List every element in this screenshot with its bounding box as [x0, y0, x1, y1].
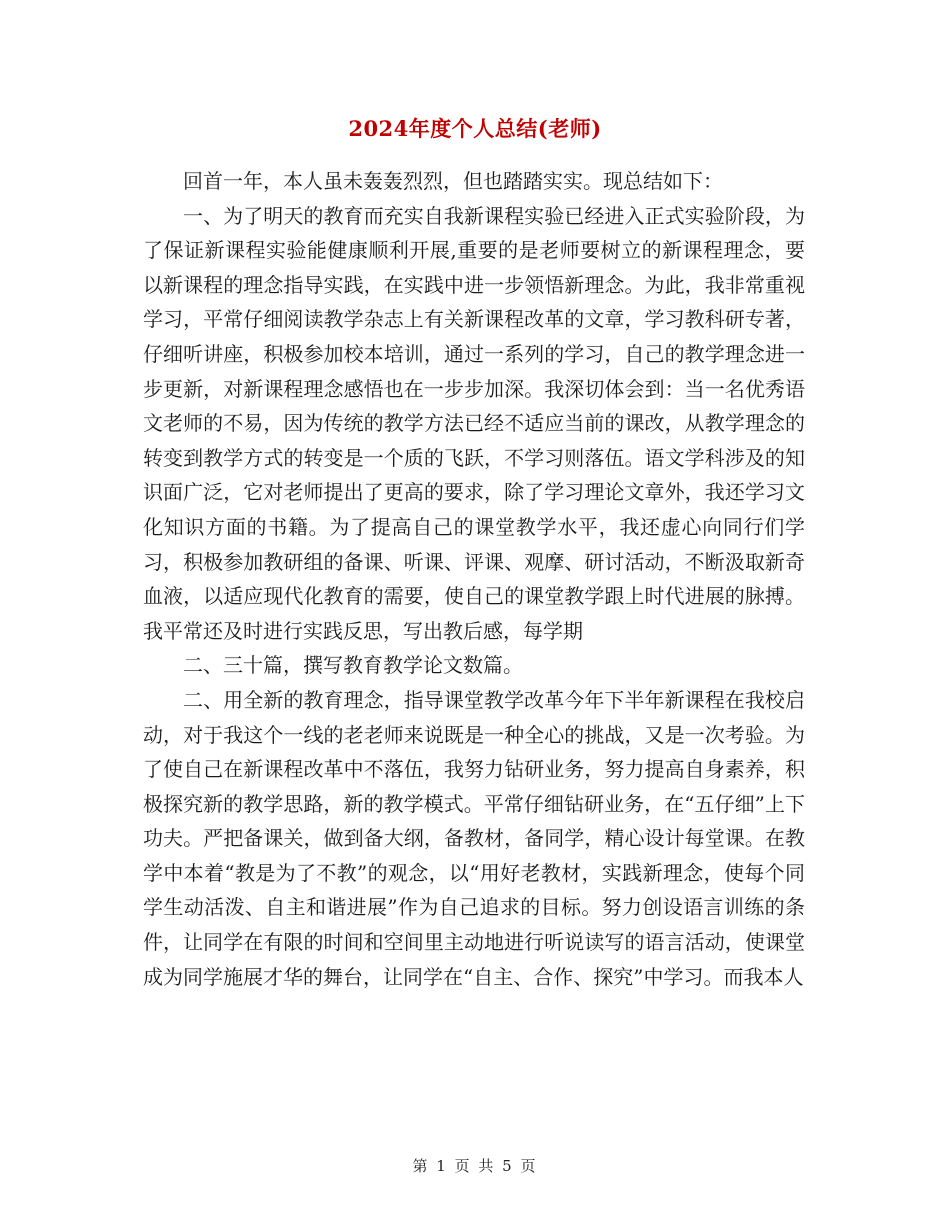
paragraph-section-2: 二、用全新的教育理念，指导课堂教学改革今年下半年新课程在我校启动，对于我这个一线的老老师来说既是一种全心的挑战，又是一次考验。为了使自己在新课程改革中不落伍，我努力钻研业务，努力提高自身素养，积极探究新的教学思路，新的教学模式。平常仔细钻研业务，在“五仔细”上下功夫。严把备课关，做到备大纲，备教材，备同学，精心设计每堂课。在教学中本着“教是为了不教”的观念，以“用好老教材，实践新理念，使每个同学生动活泼、自主和谐进展”作为自己追求的目标。努力创设语言训练的条件，让同学在有限的时间和空间里主动地进行听说读写的语言活动，使课堂成为同学施展才华的舞台，让同学在“自主、合作、探究”中学习。而我本人: [143, 687, 805, 989]
paragraph-intro: 回首一年，本人虽未轰轰烈烈，但也踏踏实实。现总结如下：: [183, 169, 723, 193]
paragraph-section-1: 一、为了明天的教育而充实自我新课程实验已经进入正式实验阶段，为了保证新课程实验能健康顺利开展,重要的是老师要树立的新课程理念，要以新课程的理念指导实践，在实践中进一步领悟新理念。为此，我非常重视学习，平常仔细阅读教学杂志上有关新课程改革的文章，学习教科研专著，仔细听讲座，积极参加校本培训，通过一系列的学习，自己的教学理念进一步更新，对新课程理念感悟也在一步步加深。我深切体会到：当一名优秀语文老师的不易，因为传统的教学方法已经不适应当前的课改，从教学理念的转变到教学方式的转变是一个质的飞跃，不学习则落伍。语文学科涉及的知识面广泛，它对老师提出了更高的要求，除了学习理论文章外，我还学习文化知识方面的书籍。为了提高自己的课堂教学水平，我还虚心向同行们学习，积极参加教研组的备课、听课、评课、观摩、研讨活动，不断汲取新奇血液，以适应现代化教育的需要，使自己的课堂教学跟上时代进展的脉搏。我平常还及时进行实践反思，写出教后感，每学期: [143, 203, 805, 643]
document-title: 2024年度个人总结(老师): [348, 116, 602, 141]
paragraph-continuation: 二、三十篇，撰写教育教学论文数篇。: [183, 653, 523, 678]
page-number-footer: 第 1 页 共 5 页: [412, 1157, 538, 1175]
document-body: [143, 164, 805, 994]
